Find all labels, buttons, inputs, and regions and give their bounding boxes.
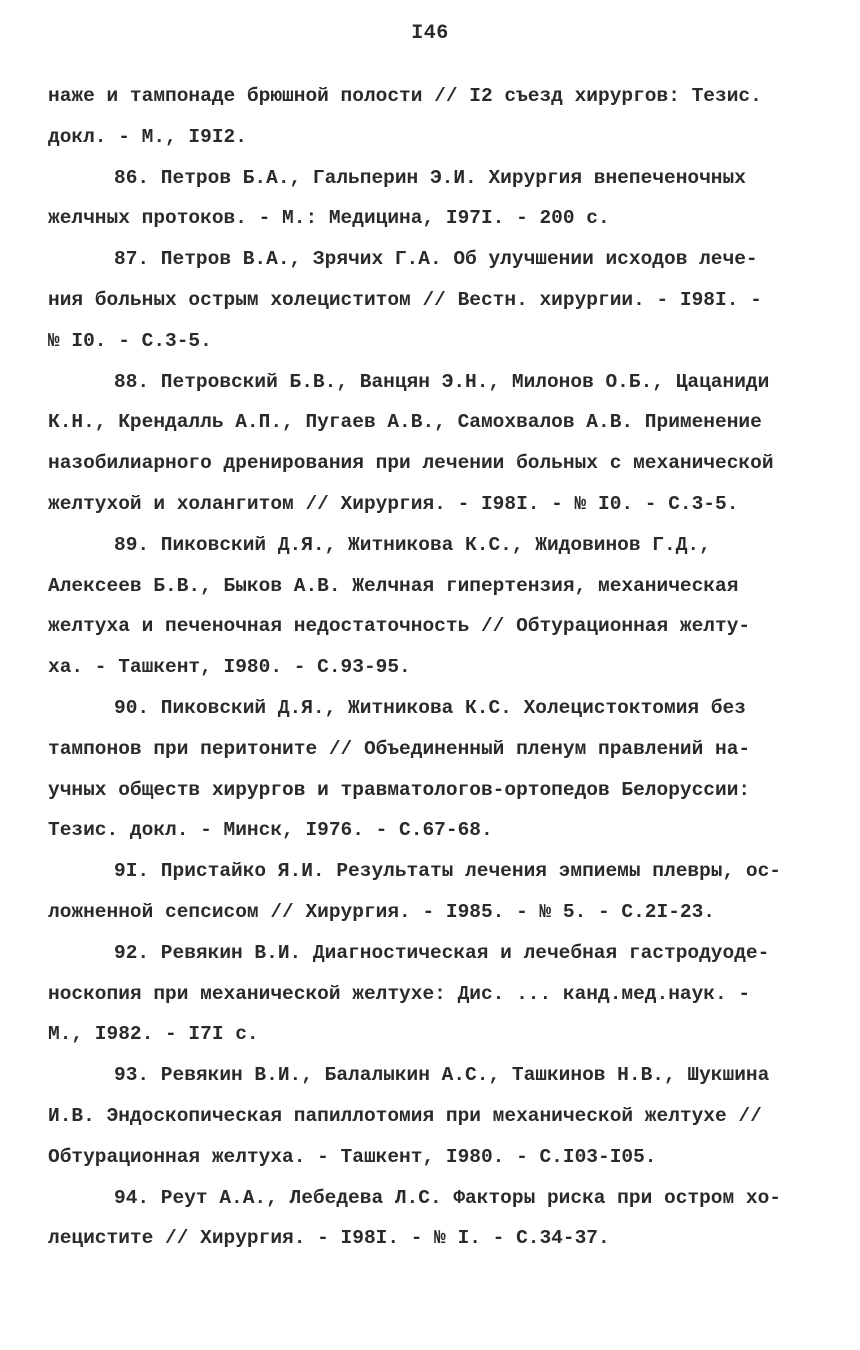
reference-entry-start-line: 86. Петров Б.А., Гальперин Э.И. Хирургия внепеченочных [114, 166, 746, 189]
reference-entry-start-line: 90. Пиковский Д.Я., Житникова К.С. Холецистоктомия без [114, 696, 746, 719]
reference-entry-start-line: 9I. Пристайко Я.И. Результаты лечения эмпиемы плевры, ос- [114, 860, 782, 883]
text-line: Обтурационная желтуха. - Ташкент, I980. - С.I03-I05. [48, 1145, 657, 1168]
text-line: желтухой и холангитом // Хирургия. - I98I. - № I0. - С.3-5. [48, 492, 739, 515]
bibliography-text [48, 76, 818, 1259]
text-line: назобилиарного дренирования при лечении больных с механической [48, 452, 774, 475]
reference-entry-start-line: 93. Ревякин В.И., Балалыкин А.С., Ташкинов Н.В., Шукшина [114, 1064, 770, 1087]
text-line: М., I982. - I7I с. [48, 1023, 259, 1046]
reference-entry-start-line: 89. Пиковский Д.Я., Житникова К.С., Жидовинов Г.Д., [114, 533, 711, 556]
page-number: I46 [411, 22, 449, 45]
text-line: лецистите // Хирургия. - I98I. - № I. - С.34-37. [48, 1227, 610, 1250]
text-line: докл. - М., I9I2. [48, 125, 247, 148]
text-line: № I0. - С.3-5. [48, 329, 212, 352]
text-line: И.В. Эндоскопическая папиллотомия при механической желтухе // [48, 1104, 762, 1127]
text-line: носкопия при механической желтухе: Дис. ... канд.мед.наук. - [48, 982, 751, 1005]
text-line: Тезис. докл. - Минск, I976. - С.67-68. [48, 819, 493, 842]
text-line: ния больных острым холециститом // Вестн. хирургии. - I98I. - [48, 288, 762, 311]
reference-entry-start-line: 88. Петровский Б.В., Ванцян Э.Н., Милонов О.Б., Цацаниди [114, 370, 770, 393]
text-line: ха. - Ташкент, I980. - С.93-95. [48, 656, 411, 679]
text-line: учных обществ хирургов и травматологов-ортопедов Белоруссии: [48, 778, 751, 801]
text-line: Алексеев Б.В., Быков А.В. Желчная гипертензия, механическая [48, 574, 739, 597]
reference-entry-start-line: 94. Реут А.А., Лебедева Л.С. Факторы риска при остром хо- [114, 1186, 782, 1209]
text-line: тампонов при перитоните // Объединенный пленум правлений на- [48, 737, 751, 760]
text-line: наже и тампонаде брюшной полости // I2 съезд хирургов: Тезис. [48, 85, 762, 107]
text-line: желчных протоков. - М.: Медицина, I97I. - 200 с. [48, 207, 610, 230]
reference-entry-start-line: 87. Петров В.А., Зрячих Г.А. Об улучшении исходов лече- [114, 248, 758, 271]
text-line: К.Н., Крендалль А.П., Пугаев А.В., Самохвалов А.В. Применение [48, 411, 762, 434]
reference-entry-start-line: 92. Ревякин В.И. Диагностическая и лечебная гастродуоде- [114, 941, 770, 964]
text-line: ложненной сепсисом // Хирургия. - I985. - № 5. - С.2I-23. [48, 900, 716, 923]
text-line: желтуха и печеночная недостаточность // Обтурационная желту- [48, 615, 751, 638]
